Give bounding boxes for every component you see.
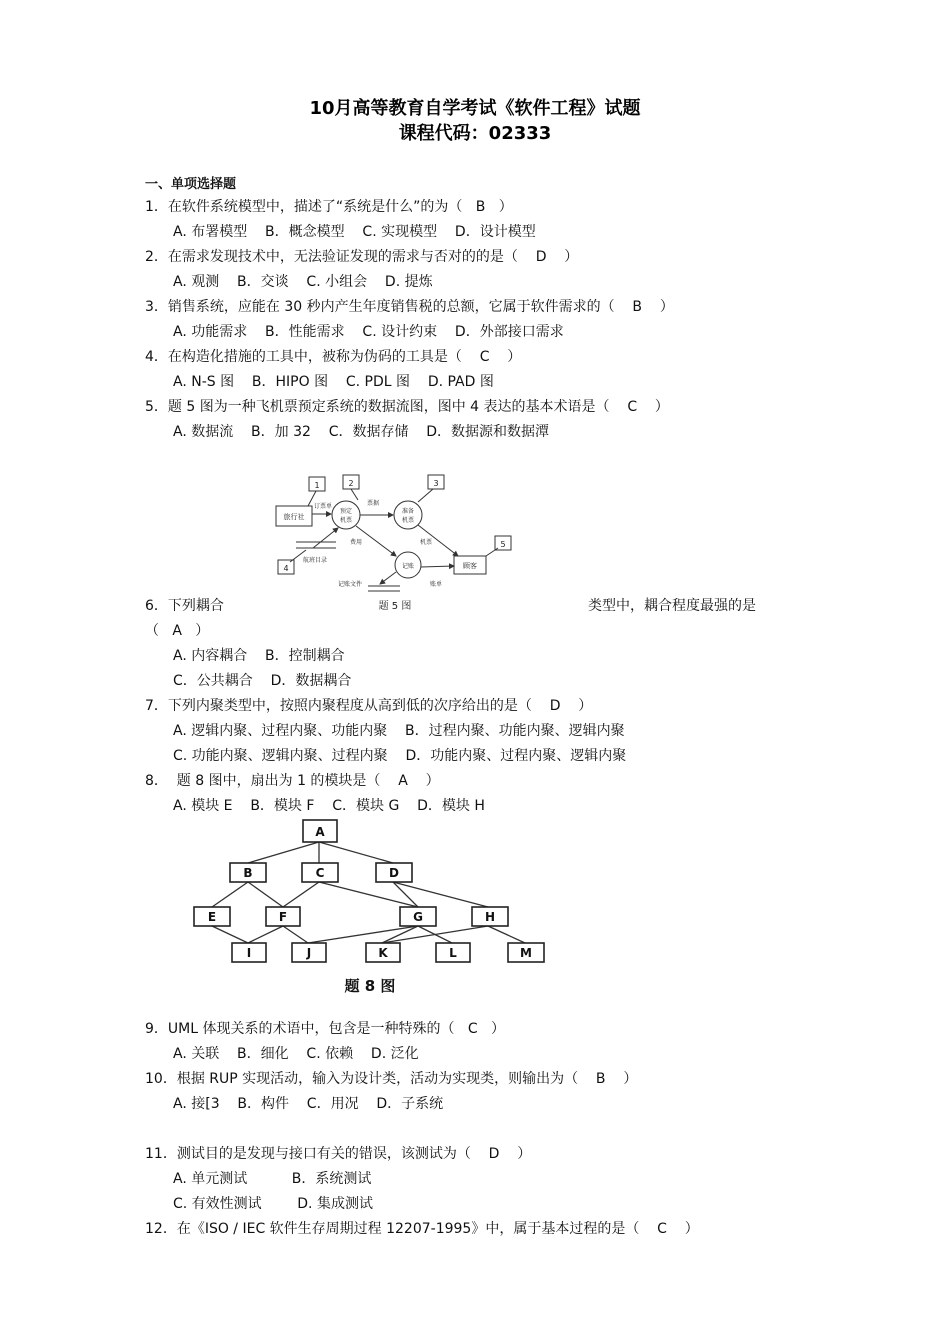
question-6-answer: （ A ） <box>145 623 210 639</box>
entity-agency: 旅行社 <box>283 513 305 521</box>
question-2-options: A. 观测 B．交谈 C. 小组会 D. 提炼 <box>173 274 433 290</box>
question-10: 10．根据 RUP 实现活动，输入为设计类，活动为实现类，则输出为（ B ） <box>145 1071 638 1087</box>
question-7-options-2: C. 功能内聚、逻辑内聚、过程内聚 D．功能内聚、过程内聚、逻辑内聚 <box>173 748 627 764</box>
question-4: 4．在构造化措施的工具中，被称为伪码的工具是（ C ） <box>145 349 522 365</box>
module-l: L <box>449 946 457 960</box>
question-8-options: A. 模块 E B．模块 F C．模块 G D．模块 H <box>173 798 485 814</box>
marker-5: 5 <box>500 540 506 549</box>
figure-5-dfd <box>268 470 558 615</box>
flow-ticket: 机票 <box>419 539 433 546</box>
question-5: 5．题 5 图为一种飞机票预定系统的数据流图，图中 4 表达的基本术语是（ C ） <box>145 399 669 415</box>
question-3-options: A. 功能需求 B．性能需求 C. 设计约束 D．外部接口需求 <box>173 324 564 340</box>
figure-8-caption: 题 8 图 <box>344 977 396 995</box>
store-flight-table: 航班目录 <box>302 557 328 564</box>
module-d: D <box>389 866 399 880</box>
store-record-file: 记账文件 <box>337 581 363 588</box>
question-8: 8． 题 8 图中，扇出为 1 的模块是（ A ） <box>145 773 440 789</box>
question-3: 3．销售系统，应能在 30 秒内产生年度销售税的总额，它属于软件需求的（ B ） <box>145 299 674 315</box>
module-b: B <box>243 866 253 880</box>
marker-2: 2 <box>348 479 354 488</box>
module-g: G <box>413 910 423 924</box>
flow-ticket-info: 票据 <box>366 500 380 507</box>
question-7: 7．下列内聚类型中，按照内聚程度从高到低的次序给出的是（ D ） <box>145 698 593 714</box>
question-11-options-1: A. 单元测试 B．系统测试 <box>173 1171 372 1187</box>
figure-8-structure-chart <box>190 815 560 1000</box>
marker-4: 4 <box>283 564 289 573</box>
doc-title: 10月高等教育自学考试《软件工程》试题 <box>309 98 641 119</box>
module-c: C <box>315 866 325 880</box>
module-i: I <box>246 946 252 960</box>
question-5-options: A. 数据流 B．加 32 C．数据存储 D．数据源和数据潭 <box>173 424 550 440</box>
question-2: 2．在需求发现技术中，无法验证发现的需求与否对的的是（ D ） <box>145 249 579 265</box>
entity-customer: 顾客 <box>463 562 477 570</box>
marker-3: 3 <box>433 479 439 488</box>
question-10-options: A. 接[3 B．构件 C．用况 D．子系统 <box>173 1096 444 1112</box>
marker-1: 1 <box>314 481 320 490</box>
process-prepare-1: 准备 <box>401 508 415 515</box>
module-m: M <box>520 946 532 960</box>
module-f: F <box>278 910 288 924</box>
process-prepare-2: 机票 <box>401 517 415 524</box>
flow-bill: 账单 <box>429 581 443 588</box>
question-6-right: 类型中，耦合程度最强的是 <box>588 598 756 614</box>
flow-cost: 费用 <box>349 539 363 546</box>
process-record: 记账 <box>401 563 415 570</box>
process-reserve-1: 预定 <box>339 508 353 515</box>
question-6-options-1: A. 内容耦合 B．控制耦合 <box>173 648 345 664</box>
module-a: A <box>315 825 325 839</box>
process-reserve-2: 机票 <box>339 517 353 524</box>
course-code: 课程代码：02333 <box>398 123 552 144</box>
question-11-options-2: C. 有效性测试 D. 集成测试 <box>173 1196 373 1212</box>
question-12: 12．在《ISO / IEC 软件生存周期过程 12207-1995》中，属于基本过程的是（ C ） <box>145 1221 699 1237</box>
question-11: 11．测试目的是发现与接口有关的错误，该测试为（ D ） <box>145 1146 532 1162</box>
question-9-options: A. 关联 B．细化 C. 依赖 D. 泛化 <box>173 1046 419 1062</box>
question-4-options: A. N-S 图 B．HIPO 图 C. PDL 图 D. PAD 图 <box>173 374 494 390</box>
module-h: H <box>484 910 496 924</box>
section-heading: 一、单项选择题 <box>145 177 237 192</box>
question-6-left: 6．下列耦合 <box>145 598 224 614</box>
question-7-options-1: A. 逻辑内聚、过程内聚、功能内聚 B．过程内聚、功能内聚、逻辑内聚 <box>173 723 625 739</box>
module-j: J <box>306 946 312 960</box>
question-1-options: A. 布署模型 B．概念模型 C. 实现模型 D．设计模型 <box>173 224 536 240</box>
question-6-options-2: C．公共耦合 D．数据耦合 <box>173 673 352 689</box>
question-9: 9．UML 体现关系的术语中，包含是一种特殊的（ C ） <box>145 1021 505 1037</box>
module-k: K <box>378 946 388 960</box>
module-e: E <box>207 910 217 924</box>
figure-5-caption: 题 5 图 <box>378 601 412 612</box>
flow-order: 订票单 <box>313 503 333 510</box>
question-1: 1．在软件系统模型中，描述了“系统是什么”的为（ B ） <box>145 199 513 215</box>
